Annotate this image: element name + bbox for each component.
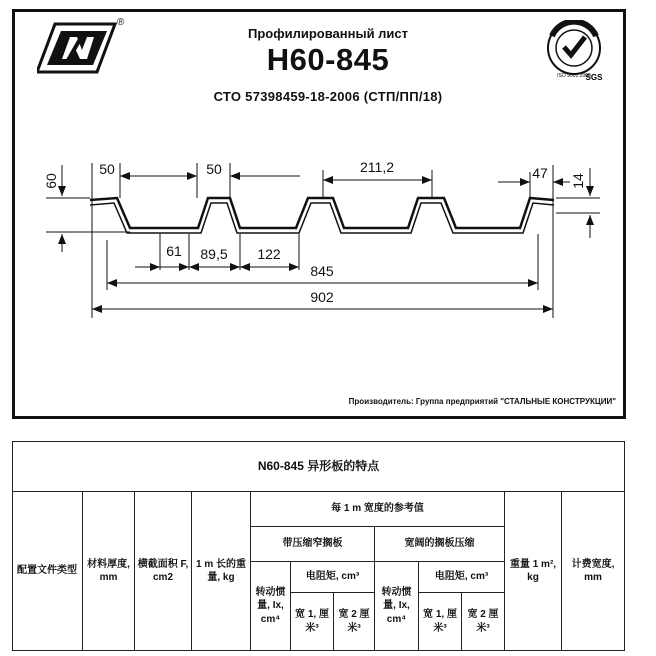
header-width2-narrow: 宽 2 厘米³ <box>334 593 375 651</box>
header-reference-per-m: 每 1 m 宽度的参考值 <box>251 492 505 527</box>
header-width1-wide: 宽 1, 厘米³ <box>419 593 462 651</box>
dim-total-width: 902 <box>310 289 334 305</box>
cert-mark: SGS <box>585 73 603 82</box>
dim-bottom-flange: 61 <box>166 243 182 259</box>
registered-mark: ® <box>117 17 125 28</box>
header-resistance-wide: 电阻矩, cm³ <box>419 562 505 593</box>
header-thickness: 材料厚度, mm <box>83 492 135 651</box>
dim-bottom-width: 122 <box>257 246 281 262</box>
header-profile-type: 配置文件类型 <box>13 492 83 651</box>
header-wide-shelf: 宽阔的搁板压缩 <box>375 527 505 562</box>
dim-height: 60 <box>43 173 59 189</box>
dim-top-flange-mid: 50 <box>206 161 222 177</box>
table-caption: N60-845 异形板的特点 <box>13 442 625 492</box>
header-width1-narrow: 宽 1, 厘米³ <box>291 593 334 651</box>
dim-top-flange-right: 47 <box>532 165 548 181</box>
header-moment-inertia-narrow: 转动惯量, Ix, cm⁴ <box>251 562 291 651</box>
header-weight-per-m2: 重量 1 m², kg <box>505 492 562 651</box>
dim-pitch: 211,2 <box>360 159 394 175</box>
document-subtitle: Профилированный лист <box>247 26 409 41</box>
header-moment-inertia-wide: 转动惯量, Ix, cm⁴ <box>375 562 419 651</box>
dim-web: 89,5 <box>200 246 228 262</box>
document-title: H60-845 <box>266 42 390 77</box>
dim-effective-width: 845 <box>310 263 334 279</box>
header-calc-width: 计费宽度, mm <box>562 492 625 651</box>
cert-standard: ISO 9001:2000 <box>557 73 591 79</box>
standard-code: СТО 57398459-18-2006 (СТП/ПП/18) <box>213 89 443 104</box>
header-width2-wide: 宽 2 厘米³ <box>462 593 505 651</box>
spec-table <box>12 441 625 651</box>
header-narrow-shelf: 带压缩窄搁板 <box>251 527 375 562</box>
dim-top-flange-left: 50 <box>99 161 115 177</box>
dim-lip: 14 <box>570 173 586 189</box>
producer-note: Производитель: Группа предприятий "СТАЛЬНЫЕ КОНСТРУКЦИИ" <box>348 397 616 406</box>
header-section-area: 横截面积 F, cm2 <box>135 492 192 651</box>
header-weight-per-m: 1 m 长的重量, kg <box>192 492 251 651</box>
header-resistance-narrow: 电阻矩, cm³ <box>291 562 375 593</box>
